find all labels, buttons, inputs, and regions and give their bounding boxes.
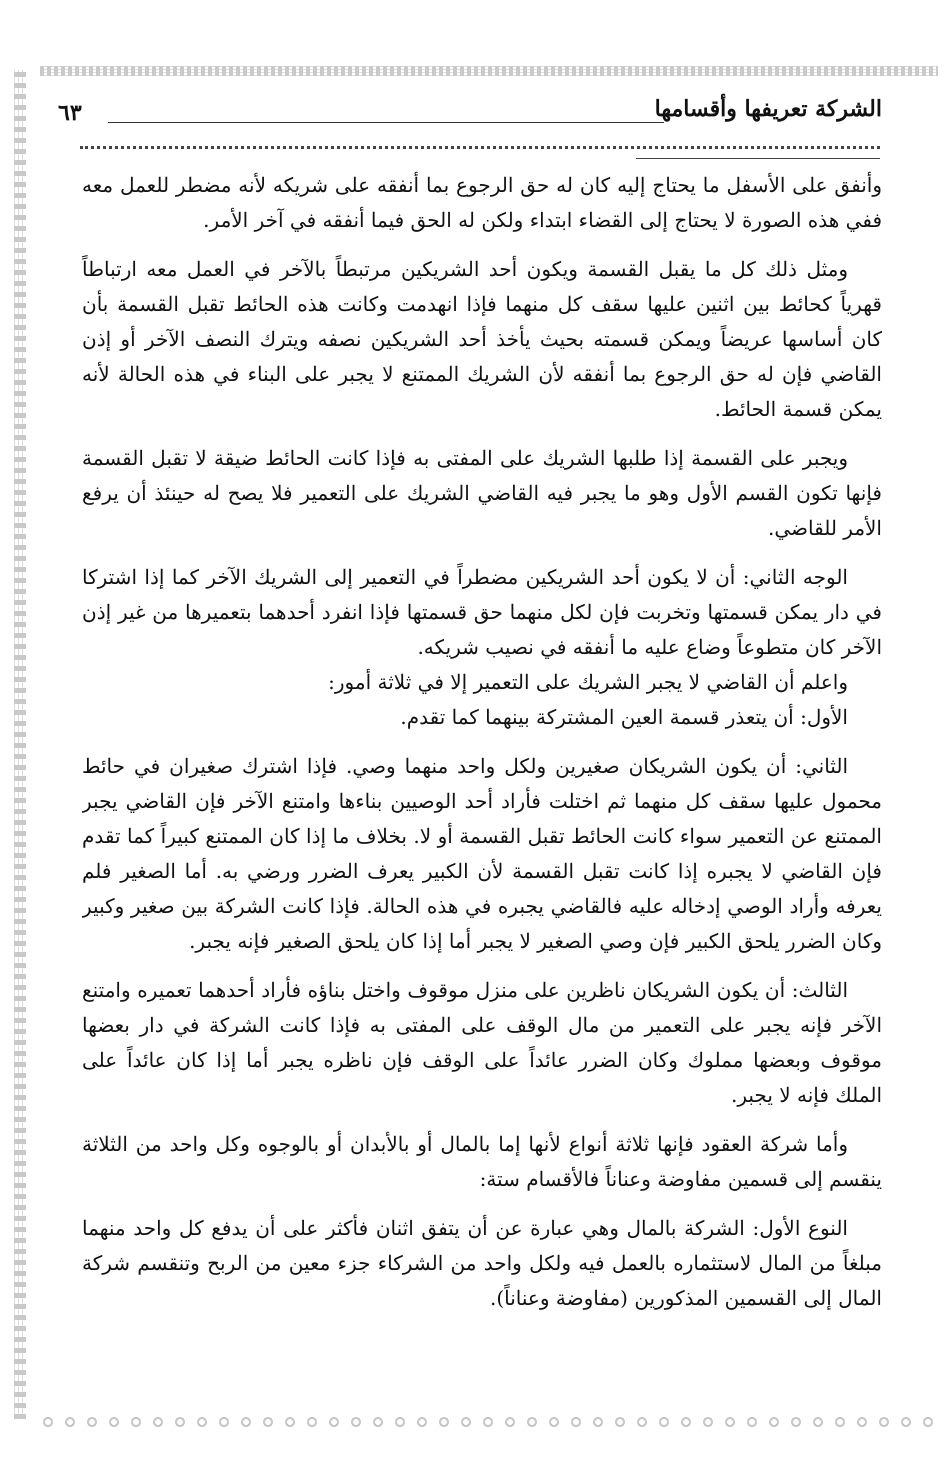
paragraph-wall-example: ومثل ذلك كل ما يقبل القسمة ويكون أحد الشريكين مرتبطاً بالآخر في العمل معه ارتباطاً قهرياً كحائط بين اثنين عليها سقف كل منهما فإذا انهدمت وكانت هذه الحائط تقبل القسمة بأن كان أساسها عريضاً ويمكن قسمته بحيث يأخذ أحد الشريكين نصفه ويترك النصف الآخر أو إذن القاضي فإن له حق الرجوع بما أنفقه لأن الشريك الممتنع لا يجبر على البناء في هذه الحالة لأنه يمكن قسمة الحائط. [82,257,882,421]
paragraph-three-cases-intro: واعلم أن القاضي لا يجبر الشريك على التعمير إلا في ثلاثة أمور: [328,670,848,694]
chapter-title: الشركة تعريفها وأقسامها [654,96,882,122]
running-header [58,96,882,136]
paragraph-first-type: النوع الأول: الشركة بالمال وهي عبارة عن أن يتفق اثنان فأكثر على أن يدفع كل واحد منهما مبلغاً من المال لاستثماره بالعمل فيه ولكل واحد من الشركاء جزء معين من الربح وتنقسم شركة المال إلى القسمين المذكورين (مفاوضة وعناناً). [82,1216,882,1310]
paragraph-second-aspect: الوجه الثاني: أن لا يكون أحد الشريكين مضطراً في التعمير إلى الشريك الآخر كما إذا اشتركا في دار يمكن قسمتها وتخربت فإن لكل منهما حق قسمتها فإذا انفرد أحدهما بتعميرها من غير إذن الآخر كان متطوعاً وضاع عليه ما أنفقه في نصيب شريكه. [82,565,882,659]
paragraph-continuation: وأنفق على الأسفل ما يحتاج إليه كان له حق الرجوع بما أنفقه على شريكه لأنه مضطر للعمل معه ففي هذه الصورة لا يحتاج إلى القضاء ابتداء ولكن له الحق فيما أنفقه في آخر الأمر. [82,173,882,232]
page-number: ٦٣ [58,100,82,126]
paragraph-division: ويجبر على القسمة إذا طلبها الشريك على المفتى به فإذا كانت الحائط ضيقة لا تقبل القسمة فإنها تكون القسم الأول وهو ما يجبر فيه القاضي الشريك على التعمير فلا يصح له حينئذ أن يرفع الأمر للقاضي. [82,446,882,540]
paragraph-contract-partnership: وأما شركة العقود فإنها ثلاثة أنواع لأنها إما بالمال أو بالأبدان أو بالوجوه وكل واحد من الثلاثة ينقسم إلى قسمين مفاوضة وعناناً فالأقسام ستة: [82,1132,882,1191]
dotted-separator [80,146,880,149]
page-border-top [40,66,938,76]
header-underline [636,158,880,159]
page-border-bottom [40,1415,942,1429]
paragraph-first-case: الأول: أن يتعذر قسمة العين المشتركة بينهما كما تقدم. [400,705,848,729]
paragraph-third-case: الثالث: أن يكون الشريكان ناظرين على منزل موقوف واختل بناؤه فأراد أحدهما تعميره وامتنع الآخر فإنه يجبر على التعمير من مال الوقف على المفتى به فإذا كانت الشركة في دار بعضها موقوف وبعضها مملوك وكان الضرر عائداً على الوقف فإن ناظره يجبر أما إذا كان عائداً على الملك فإنه لا يجبر. [82,978,882,1107]
page-body [82,168,882,1385]
paragraph-second-case: الثاني: أن يكون الشريكان صغيرين ولكل واحد منهما وصي. فإذا اشترك صغيران في حائط محمول عليها سقف كل منهما ثم اختلت فأراد أحد الوصيين بناءها وامتنع الآخر فإن القاضي يجبر الممتنع عن التعمير سواء كانت الحائط تقبل القسمة أو لا. بخلاف ما إذا كان الممتنع كبيراً كما تقدم فإن القاضي لا يجبره إذا كانت تقبل القسمة لأن الكبير يعرف الضرر ورضي به. أما الصغير فلم يعرفه وأراد الوصي إدخاله عليه فالقاضي يجبره في هذه الحالة. فإذا كانت الشركة بين صغير وكبير وكان الضرر يلحق الكبير فإن وصي الصغير لا يجبر أما إذا كان يلحق الصغير فإنه يجبر. [82,754,882,953]
header-rule [108,122,664,123]
page-border-left [14,70,26,1419]
